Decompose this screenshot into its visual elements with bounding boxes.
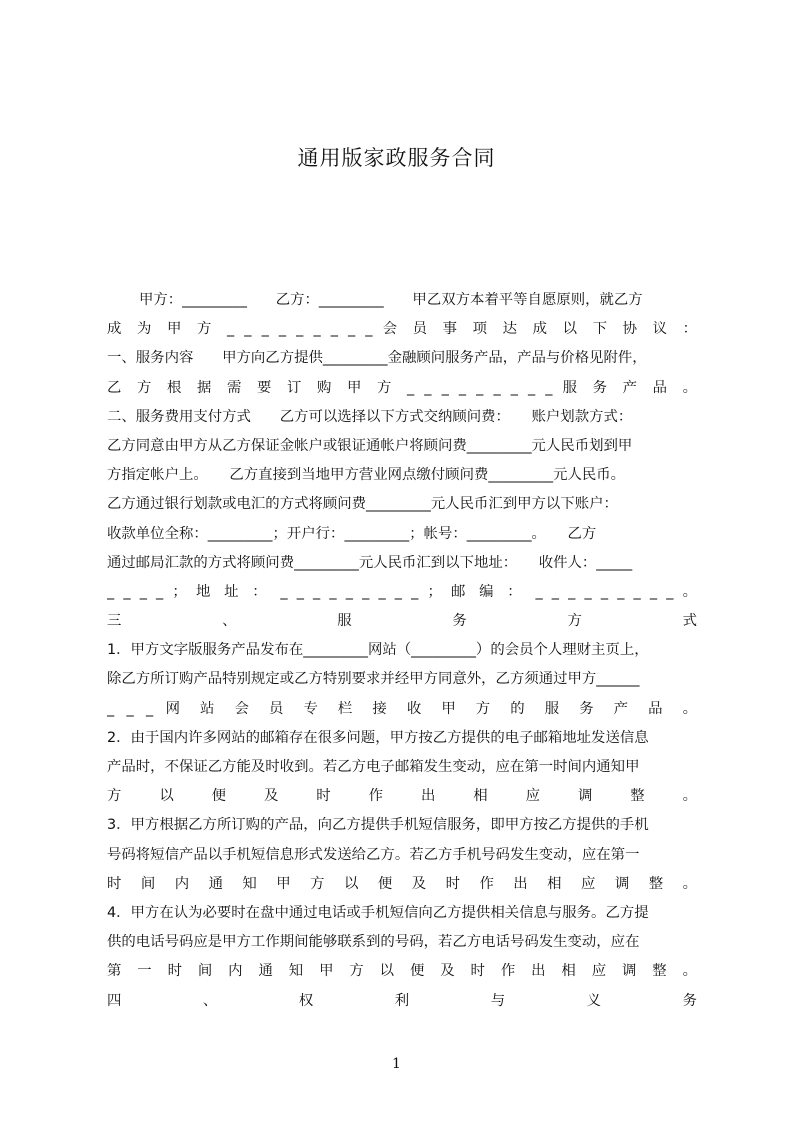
body-line: 产品时，不保证乙方能及时收到。若乙方电子邮箱发生变动，应在第一时间内通知甲 — [107, 759, 640, 775]
body-line: 时 间 内 通 知 甲 方 以 便 及 时 作 出 相 应 调 整 。 — [107, 875, 697, 892]
page-number: 1 — [392, 1056, 401, 1072]
body-line: 号码将短信产品以手机短信息形式发送给乙方。若乙方手机号码发生变动，应在第一 — [107, 846, 640, 863]
body-line: 方 以 便 及 时 作 出 相 应 调 整 。 — [107, 788, 697, 805]
body-line: 一、服务内容 甲方向乙方提供_________金融顾问服务产品，产品与价格见附件， — [107, 350, 647, 367]
body-line: 二、服务费用支付方式 乙方可以选择以下方式交纳顾问费： 账户划款方式： — [107, 408, 633, 425]
section-heading: 四 、 权 利 与 义 务 — [107, 992, 697, 1009]
body-line: 乙方同意由甲方从乙方保证金帐户或银证通帐户将顾问费_________元人民币划到甲 — [107, 437, 633, 454]
body-line: 除乙方所订购产品特别规定或乙方特别要求并经甲方同意外，乙方须通过甲方______ — [107, 671, 640, 688]
body-line: 通过邮局汇款的方式将顾问费_________元人民币汇到以下地址： 收件人：_____ — [107, 554, 633, 571]
body-line: 收款单位全称：_________；开户行：_________；帐号：_________。 乙方 — [107, 525, 597, 542]
body-line: _ _ _ _ ； 地 址 ： _ _ _ _ _ _ _ _ _ ； 邮 编 ： _ _ _ _ _ _ _ _ _ 。 — [107, 583, 697, 600]
document-title: 通用版家政服务合同 — [297, 146, 496, 170]
body-line: 方指定帐户上。 乙方直接到当地甲方营业网点缴付顾问费_________元人民币。 — [107, 467, 626, 484]
body-line: 乙方通过银行划款或电汇的方式将顾问费_________元人民币汇到甲方以下账户： — [107, 496, 618, 513]
body-line: 成 为 甲 方 _ _ _ _ _ _ _ _ _ 会 员 事 项 达 成 以 下 协 议 ： — [107, 321, 697, 338]
document-body — [107, 286, 697, 1016]
body-line: 3．甲方根据乙方所订购的产品，向乙方提供手机短信服务，即甲方按乙方提供的手机 — [107, 817, 649, 834]
body-line: 供的电话号码应是甲方工作期间能够联系到的号码，若乙方电话号码发生变动，应在 — [107, 934, 640, 951]
body-line: 1．甲方文字版服务产品发布在_________网站（_________）的会员个人理财主页上， — [107, 642, 649, 659]
body-line: 2．由于国内许多网站的邮箱存在很多问题，甲方按乙方提供的电子邮箱地址发送信息 — [107, 729, 649, 746]
section-heading: 三 、 服 务 方 式 — [107, 613, 697, 630]
body-line: 4．甲方在认为必要时在盘中通过电话或手机短信向乙方提供相关信息与服务。乙方提 — [107, 904, 649, 921]
body-line: 第 一 时 间 内 通 知 甲 方 以 便 及 时 作 出 相 应 调 整 。 — [107, 963, 697, 980]
body-line: _ _ _ 网 站 会 员 专 栏 接 收 甲 方 的 服 务 产 品 。 — [107, 700, 697, 717]
body-line: 甲方：_________ 乙方：_________ 甲乙双方本着平等自愿原则，就乙方 — [139, 292, 643, 308]
body-line: 乙 方 根 据 需 要 订 购 甲 方 _ _ _ _ _ _ _ _ _ 服 务 产 品 。 — [107, 379, 697, 396]
